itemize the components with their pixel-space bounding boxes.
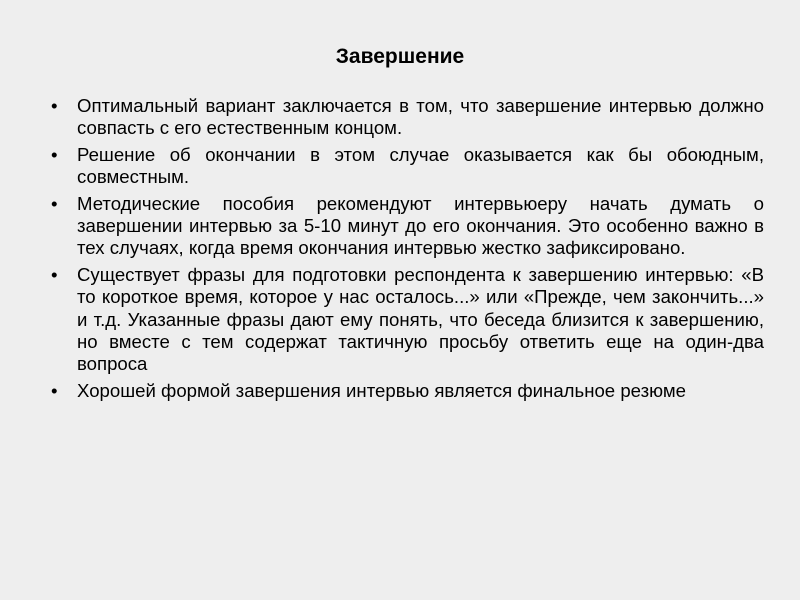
slide-title: Завершение	[335, 45, 465, 68]
bullet-dot-icon: •	[51, 379, 58, 401]
bullet-text: Оптимальный вариант заключается в том, что завершение интервью должно совпасть с его естественным концом.	[77, 95, 764, 139]
bullet-dot-icon: •	[51, 263, 58, 285]
bullet-item-4	[48, 264, 764, 376]
bullet-dot-icon: •	[51, 192, 58, 214]
bullet-dot-icon: •	[51, 95, 58, 116]
bullet-dot-icon: •	[51, 143, 58, 165]
bullet-text: Существует фразы для подготовки респондента к завершению интервью: «В то короткое время, которое у нас осталось...» или «Прежде, чем закончить...» и т.д. Указанные фразы дают ему понять, что беседа близится к завершению, но вместе с тем содержат тактичную просьбу ответить еще на один-два вопроса	[77, 263, 764, 375]
bullet-text: Хорошей формой завершения интервью является финальное резюме	[77, 379, 686, 401]
bullet-text: Решение об окончании в этом случае оказывается как бы обоюдным, совместным.	[77, 143, 764, 188]
bullet-list	[48, 95, 764, 406]
bullet-text: Методические пособия рекомендуют интервьюеру начать думать о завершении интервью за 5-10 минут до его окончания. Это особенно важно в тех случаях, когда время окончания интервью жестко зафиксировано.	[77, 192, 764, 259]
bullet-item-3	[48, 193, 764, 260]
bullet-item-1	[48, 95, 764, 140]
bullet-item-2	[48, 144, 764, 189]
bullet-item-5	[48, 380, 764, 402]
